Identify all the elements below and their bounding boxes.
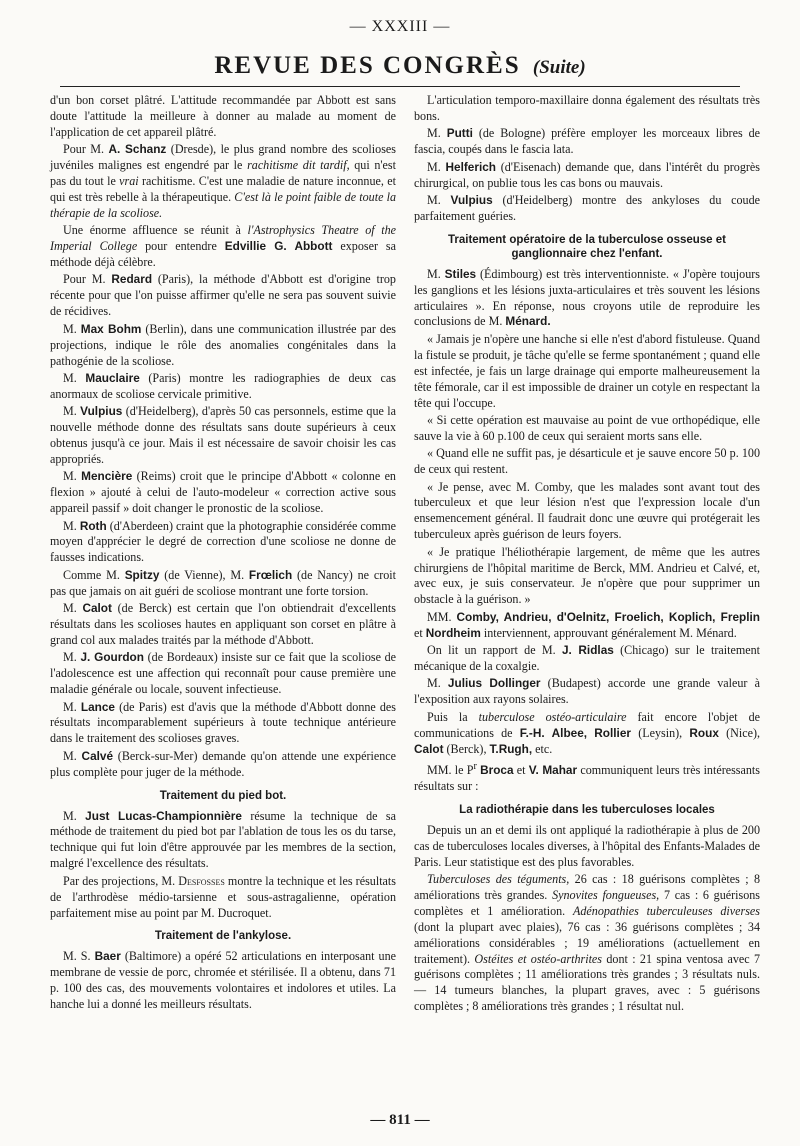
text-run: communiquent leurs très intéressants résultats sur : xyxy=(414,762,760,793)
text-run: M. xyxy=(63,748,77,763)
author-name: Rollier xyxy=(594,725,631,740)
text-run: dont : 21 spina ventosa avec 7 guérisons complètes ; 11 améliorations très grandes ; 3 résultats nuls. — 14 tumeurs blanches, la plupart graves, avec : 5 guérisons complètes ; 8 améliorations très grandes ; 1 résultat nul. xyxy=(414,951,761,1014)
text-run: M. xyxy=(63,808,77,823)
quote-paragraph xyxy=(414,446,760,478)
quote-paragraph xyxy=(414,332,760,412)
text-run: Adénopathies tuberculeuses diverses xyxy=(572,903,760,918)
author-name: Broca xyxy=(480,762,514,777)
paragraph xyxy=(50,371,396,403)
text-run: Pour M. xyxy=(63,272,106,287)
text-run: Tuberculoses des téguments, xyxy=(427,872,570,886)
paragraph xyxy=(50,519,396,567)
paragraph xyxy=(414,160,760,192)
author-name: Baer xyxy=(94,949,121,964)
author-name: Mauclaire xyxy=(85,370,140,385)
author-name: Mencière xyxy=(81,469,133,484)
text-run: M. xyxy=(63,650,77,665)
text-run: M. xyxy=(427,192,441,207)
paragraph xyxy=(414,823,760,871)
text-run: « Je pratique l'héliothérapie largement, de même que les autres chirurgiens de l'hôpital maritime de Berck, MM. Andrieu et Calvé, et, avec eux, je suis conservateur. Je n'opère que pour supprimer un obstacle à la guérison. » xyxy=(414,544,760,607)
text-run: (de Vienne), M. xyxy=(164,567,245,582)
text-run: qui n'est pas du tout le xyxy=(50,158,396,189)
paragraph xyxy=(50,404,396,468)
paragraph xyxy=(414,193,760,225)
author-name: Max Bohm xyxy=(80,321,142,336)
paragraph xyxy=(414,610,760,642)
author-name: Putti xyxy=(446,126,473,141)
paragraph xyxy=(414,643,760,675)
paragraph xyxy=(414,93,760,125)
text-run: Ostéites et ostéo-arthrites xyxy=(474,951,603,966)
section-heading-pied-bot: Traitement du pied bot. xyxy=(159,789,287,802)
text-run: (Paris), la méthode d'Abbott est d'origine trop récente pour que l'on puisse affirmer qu'elle ne sera pas souvent suivie de récidives. xyxy=(50,272,396,319)
text-run: (d'Aberdeen) craint que la photographie considérée comme moyen d'apprécier le degré de correction d'une scoliose ne donne de fausses indications. xyxy=(50,518,396,565)
text-run: M. xyxy=(63,518,77,533)
paragraph xyxy=(50,749,396,781)
author-name: Edvillie G. Abbott xyxy=(224,239,333,254)
paragraph xyxy=(414,267,760,331)
author-name: Nordheim xyxy=(425,625,481,640)
text-run: etc. xyxy=(535,741,553,756)
text-run: l'Astrophysics Theatre of the Imperial College xyxy=(50,223,396,254)
quote-paragraph xyxy=(414,480,760,544)
right-column xyxy=(414,93,760,1015)
author-name: Calot xyxy=(82,601,112,616)
text-run: 26 cas : 18 guérisons complètes ; 8 améliorations très grandes. xyxy=(414,872,761,902)
author-name: Calot xyxy=(414,741,444,756)
author-name: T.Rugh, xyxy=(489,741,533,756)
paragraph xyxy=(414,872,760,1015)
text-run: pour entendre xyxy=(145,239,217,254)
text-run: « Je pense, avec M. Comby, que les malades sont avant tout des tuberculeux et que leur lésion n'est que l'expression locale d'un ensemencement général. Il faudrait donc une œuvre qui protégerait les tuberculeux après guérison de leurs foyers. xyxy=(414,479,760,542)
text-run: Par des projections, M. xyxy=(63,873,176,888)
paragraph xyxy=(50,93,396,141)
text-run: M. xyxy=(63,601,77,616)
text-run: montre la technique et les résultats de l'arthrodèse médio-tarsienne et sous-astragalienne, opération parfaitement mise au point par M. Ducroquet. xyxy=(50,873,396,920)
text-run: Pour M. xyxy=(63,142,105,157)
text-run: d'un bon corset plâtré. L'attitude recommandée par Abbott est sans doute l'attitude la meilleure à donner au malade au moment de l'application de cet appareil plâtré. xyxy=(50,93,396,139)
text-run: Synovites fongueuses, xyxy=(552,887,660,902)
text-run: (de Bordeaux) insiste sur ce fait que la scoliose de l'adolescence est une affection qui reconnaît pour cause première une maladie générale ou locale, souvent infectieuse. xyxy=(50,650,397,697)
paragraph xyxy=(414,759,760,795)
text-run: (d'Heidelberg) montre des ankyloses du coude parfaitement guéries. xyxy=(414,192,760,223)
author-name: F.-H. Albee, xyxy=(519,725,588,740)
left-column xyxy=(50,93,396,1013)
text-run: (Nice), xyxy=(726,725,761,740)
text-run: (d'Eisenach) demande que, dans l'intérêt du progrès chirurgical, on publie tous les cas bons ou mauvais. xyxy=(414,159,760,190)
text-run: (Paris) montre les radiographies de deux cas anormaux de scoliose cervicale primitive. xyxy=(50,370,397,401)
text-run: r xyxy=(473,760,477,772)
text-run: rachitisme dit tardif, xyxy=(247,158,350,173)
text-run: C'est là le point faible de toute la thérapie de la scoliose. xyxy=(50,189,396,220)
text-run: M. xyxy=(427,126,441,141)
text-run: interviennent, approuvant généralement M. Ménard. xyxy=(483,625,737,640)
text-run: Puis la xyxy=(427,709,468,724)
text-run: (Budapest) accorde une grande valeur à l'exposition aux rayons solaires. xyxy=(414,676,760,707)
paragraph xyxy=(50,142,396,222)
text-run: « Quand elle ne suffit pas, je désarticule et je sauve encore 50 p. 100 de ceux qui restent. xyxy=(414,446,760,477)
author-name: J. Gourdon xyxy=(80,650,144,665)
text-run: « Jamais je n'opère une hanche si elle n'est d'abord fistuleuse. Quand la fistule se produit, je tâche qu'elle se ferme spontanément ; quand elle est infectée, je fais un large drainage qui emporte malheureusement la tête fémorale, car il est impossible de drainer un cotyle en respectant la tête qui l'occupe. xyxy=(414,331,760,410)
text-run: et xyxy=(414,625,423,640)
text-run: (Baltimore) a opéré 52 articulations en interposant une membrane de vessie de porc, chromée et stérilisée. Il a obtenu, dans 71 p. 100 des cas, des mouvements volontaires et indolores et utiles. La hanche lui a donné les meilleurs résultats. xyxy=(50,949,396,1012)
text-run: M. xyxy=(63,469,77,484)
roman-page-number: — XXXIII — xyxy=(349,18,451,35)
author-name: Vulpius xyxy=(450,192,493,207)
text-run: résume la technique de sa méthode de traitement du pied bot par l'ablation de tous les os du tarse, technique qui fut loin d'être approuvée par les membres de la section, malgré l'excellence des résultats. xyxy=(50,808,396,871)
paragraph xyxy=(50,469,396,517)
text-run: MM. le P xyxy=(427,762,474,777)
paragraph xyxy=(414,126,760,158)
author-name: Frœlich xyxy=(248,567,293,582)
text-run: vrai xyxy=(119,174,139,189)
author-name: Roth xyxy=(79,518,107,533)
text-run: (Berlin), dans une communication illustrée par des projections, indique le rôle des anomalies congénitales dans la pathogénie de la scoliose. xyxy=(50,321,397,368)
text-run: M. S. xyxy=(63,949,91,964)
section-heading-radiotherapie: La radiothérapie dans les tuberculoses locales xyxy=(459,803,715,816)
author-name: Ménard. xyxy=(505,314,551,329)
paragraph xyxy=(414,676,760,708)
text-run: M. xyxy=(63,699,77,714)
text-run: tuberculose ostéo-articulaire xyxy=(478,709,627,724)
paragraph xyxy=(50,700,396,748)
paragraph xyxy=(50,322,396,370)
text-run: (de Bologne) préfère employer les morceaux libres de fascia, coupés dans le fascia lata. xyxy=(414,126,760,157)
text-run: MM. xyxy=(427,609,452,624)
title-main: REVUE DES CONGRÈS xyxy=(214,52,521,79)
author-name: Helferich xyxy=(445,159,496,174)
text-run: L'articulation temporo-maxillaire donna également des résultats très bons. xyxy=(414,93,760,123)
text-run: (Leysin), xyxy=(638,725,683,740)
text-run: (de Nancy) ne croit pas que jamais on ait guéri de scoliose montrant une forte torsion. xyxy=(50,567,397,598)
text-run: fait encore l'objet de communications de xyxy=(414,709,761,740)
text-run: M. xyxy=(63,404,77,419)
text-run: 7 cas : 6 guérisons complètes et 1 amélioration. xyxy=(414,887,761,918)
author-name: Redard xyxy=(111,272,153,287)
paragraph xyxy=(414,710,760,758)
author-name: A. Schanz xyxy=(108,142,167,157)
title-suite: (Suite) xyxy=(532,57,586,78)
text-run: Depuis un an et demi ils ont appliqué la radiothérapie à plus de 200 cas de tuberculoses locales diverses, à l'hôpital des Enfants-Malades de Paris. Leur statistique est des plus favorables. xyxy=(414,822,760,869)
text-run: (de Berck) est certain que l'on obtiendrait d'excellents résultats dans les scolioses hautes en appliquant son corset en plâtre à grand col aux malades traités par la méthode d'Abbott. xyxy=(50,601,397,647)
paragraph xyxy=(50,272,396,320)
section-heading-ankylose: Traitement de l'ankylose. xyxy=(154,930,292,943)
paragraph xyxy=(50,949,396,1013)
paragraph xyxy=(50,601,396,649)
page-number: — 811 — xyxy=(370,1112,430,1128)
author-name: Spitzy xyxy=(124,567,160,582)
text-run: M. xyxy=(63,321,77,336)
text-run: (Berck), xyxy=(446,741,487,756)
text-run: M. xyxy=(427,159,441,174)
author-name: V. Mahar xyxy=(528,762,578,777)
quote-paragraph xyxy=(414,545,760,609)
paragraph xyxy=(50,809,396,873)
text-run: (Reims) croit que le principe d'Abbott « colonne en flexion » ajouté à celui de l'auto-modeleur « correction active sous appareil passif » doit changer le pronostic de la scoliose. xyxy=(50,469,396,516)
text-run: On lit un rapport de M. xyxy=(427,643,556,658)
section-heading-tuberculose-osseuse: Traitement opératoire de la tuberculose osseuse et ganglionnaire chez l'enfant. xyxy=(447,233,726,260)
author-name: Desfosses xyxy=(178,873,225,888)
text-run: (Édimbourg) est très interventionniste. « J'opère toujours les ganglions et les lésions juxta-articulaires et très souvent les lésions articulaires ». En réponse, nous croyons utile de reproduire les conclusions de M. xyxy=(414,266,760,329)
text-run: (Dresde), le plus grand nombre des scolioses juvéniles malignes est engendré par le xyxy=(50,142,396,173)
author-name: Vulpius xyxy=(80,404,123,419)
page-title xyxy=(0,52,800,80)
text-run: M. xyxy=(63,370,77,385)
paragraph xyxy=(50,568,396,600)
paragraph xyxy=(50,650,396,698)
text-run: (d'Heidelberg), d'après 50 cas personnels, estime que la nouvelle méthode donne des résultats sans doute supérieurs à ceux obtenus jusqu'à ce jour. Mais il est nécessaire de savoir choisir les cas appropriés. xyxy=(50,404,396,466)
text-run: Comme M. xyxy=(63,567,120,582)
author-name: J. Ridlas xyxy=(562,643,614,658)
author-name: Lance xyxy=(80,699,115,714)
text-run: M. xyxy=(427,676,441,691)
text-run: (Chicago) sur le traitement mécanique de la coxalgie. xyxy=(414,643,761,673)
paragraph xyxy=(50,223,396,271)
title-rule xyxy=(60,86,740,87)
text-run: (dont la plupart avec plaies), 76 cas : 36 guérisons complètes ; 34 améliorations considérables ; 19 améliorations (actuellement en traitement). xyxy=(414,919,760,966)
text-run: Une énorme affluence se réunit à xyxy=(63,223,241,238)
author-name: Julius Dollinger xyxy=(447,676,541,691)
quote-paragraph xyxy=(414,413,760,445)
text-run: M. xyxy=(427,266,441,281)
paragraph xyxy=(50,874,396,922)
text-run: et xyxy=(516,762,526,777)
author-name: Stiles xyxy=(444,266,477,281)
author-name: Roux xyxy=(689,725,719,740)
author-name: Calvé xyxy=(81,748,114,763)
text-run: (Berck-sur-Mer) demande qu'on attende une expérience plus complète pour juger de la méthode. xyxy=(50,748,396,779)
author-name: Just Lucas-Championnière xyxy=(85,808,242,823)
text-run: (de Paris) est d'avis que la méthode d'Abbott donne des résultats incomparablement supérieurs à toute technique antérieure dans le traitement des scolioses graves. xyxy=(50,699,396,746)
author-names: Comby, Andrieu, d'Oelnitz, Froelich, Koplich, Freplin xyxy=(456,609,760,624)
text-run: exposer sa méthode déjà célèbre. xyxy=(50,239,396,270)
text-run: « Si cette opération est mauvaise au point de vue orthopédique, elle sauve la vie à 60 p.100 de ceux qui seraient morts sans elle. xyxy=(414,412,760,443)
text-run: rachitisme. C'est une maladie de nature inconnue, et qui est très rebelle à la thérapeutique. xyxy=(50,174,396,204)
